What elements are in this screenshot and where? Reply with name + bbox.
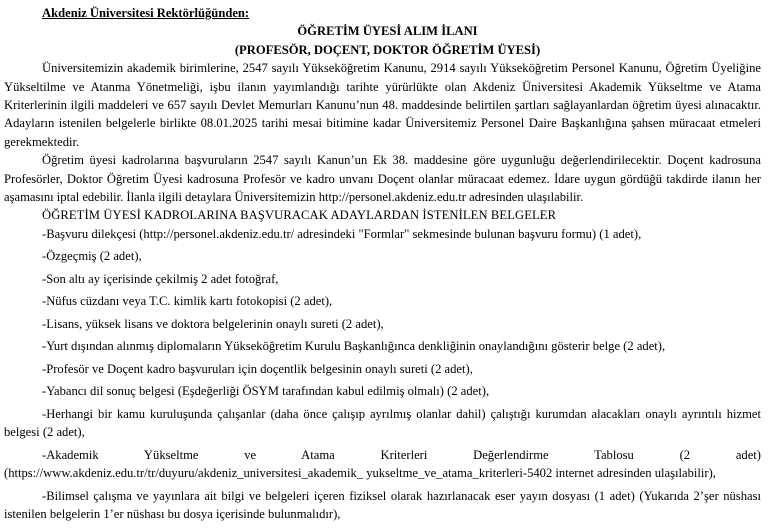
list-item: -Yabancı dil sonuç belgesi (Eşdeğerliği ÖSYM tarafından kabul edilmiş olmalı) (2 adet), [42, 384, 490, 399]
intro-paragraph: Üniversitemizin akademik birimlerine, 2547 sayılı Yükseköğretim Kanunu, 2914 sayılı Yükseköğretim Personel Kanunu, Öğretim Üyeliğine Yükseltilme ve Atanma Yönetmeliği, işbu ilanın yayımlandığı tarihte yürürlükte olan Akdeniz Üniversitesi Akademik Yükseltme ve Atama Kriterlerinin ilgili maddeleri ve 657 sayılı Devlet Memurları Kanunu’nun 48. maddesinde belirtilen şartları sağlayanlardan öğretim üyesi alınacaktır. Adayların istenilen belgelerle birlikte 08.01.2025 tarihi mesai bitimine kadar Üniversitemiz Personel Daire Başkanlığına şahsen müracaat etmeleri gerekmektedir. [4, 61, 761, 149]
list-item: -Lisans, yüksek lisans ve doktora belgelerinin onaylı sureti (2 adet), [42, 316, 384, 331]
list-item: -Bilimsel çalışma ve yayınlara ait bilgi ve belgeleri içeren fiziksel olarak hazırlanacak eser yayın dosyası (1 adet) (Yukarıda 2’şer nüshası istenilen belgelerin 1’er nüshası bu dosya içerisinde bulunmalıdır), [4, 488, 761, 522]
required-documents-heading: ÖĞRETİM ÜYESİ KADROLARINA BAŞVURACAK ADAYLARDAN İSTENİLEN BELGELER [42, 208, 557, 223]
list-item: -Yurt dışından alınmış diplomaların Yükseköğretim Kurulu Başkanlığınca denkliğinin onaylandığını gösterir belge (2 adet), [42, 339, 666, 354]
eligibility-paragraph: Öğretim üyesi kadrolarına başvuruların 2547 sayılı Kanun’un Ek 38. maddesine göre uygunluğu değerlendirilecektir. Doçent kadrosuna Profesörler, Doktor Öğretim Üyesi kadrosuna Profesör ve kadro unvanı Doçent olanlar müracaat edemez. İdare uygun gördüğü takdirde ilanın her aşamasını iptal edebilir. İlanla ilgili detaylara Üniversitemizin http://personel.akdeniz.edu.tr adresinden ulaşılabilir. [4, 153, 761, 205]
list-item: -Son altı ay içerisinde çekilmiş 2 adet fotoğraf, [42, 271, 279, 286]
list-item: -Akademik Yükseltme ve Atama Kriterleri Değerlendirme Tablosu (2 adet) (https://www.akdeniz.edu.tr/tr/duyuru/akdeniz_universitesi_akademik_ yukseltme_ve_atama_kriterleri-5402 internet adresinden ulaşılabilir), [4, 447, 761, 481]
list-item: -Özgeçmiş (2 adet), [42, 249, 142, 264]
issuer-heading: Akdeniz Üniversitesi Rektörlüğünden: [42, 6, 250, 20]
announcement-document [4, 4, 761, 528]
announcement-title: ÖĞRETİM ÜYESİ ALIM İLANI [297, 24, 478, 39]
list-item: -Nüfus cüzdanı veya T.C. kimlik kartı fotokopisi (2 adet), [42, 294, 333, 309]
list-item: -Başvuru dilekçesi (http://personel.akdeniz.edu.tr/ adresindeki "Formlar" sekmesinde bulunan başvuru formu) (1 adet), [42, 226, 642, 241]
list-item: -Herhangi bir kamu kuruluşunda çalışanlar (daha önce çalışıp ayrılmış olanlar dahil) çalıştığı kurumdan alacakları onaylı ayrıntılı hizmet belgesi (2 adet), [4, 406, 761, 440]
announcement-subtitle: (PROFESÖR, DOÇENT, DOKTOR ÖĞRETİM ÜYESİ) [234, 42, 541, 57]
required-documents-list [4, 225, 761, 528]
list-item: -Profesör ve Doçent kadro başvuruları için doçentlik belgesinin onaylı sureti (2 adet), [42, 361, 473, 376]
